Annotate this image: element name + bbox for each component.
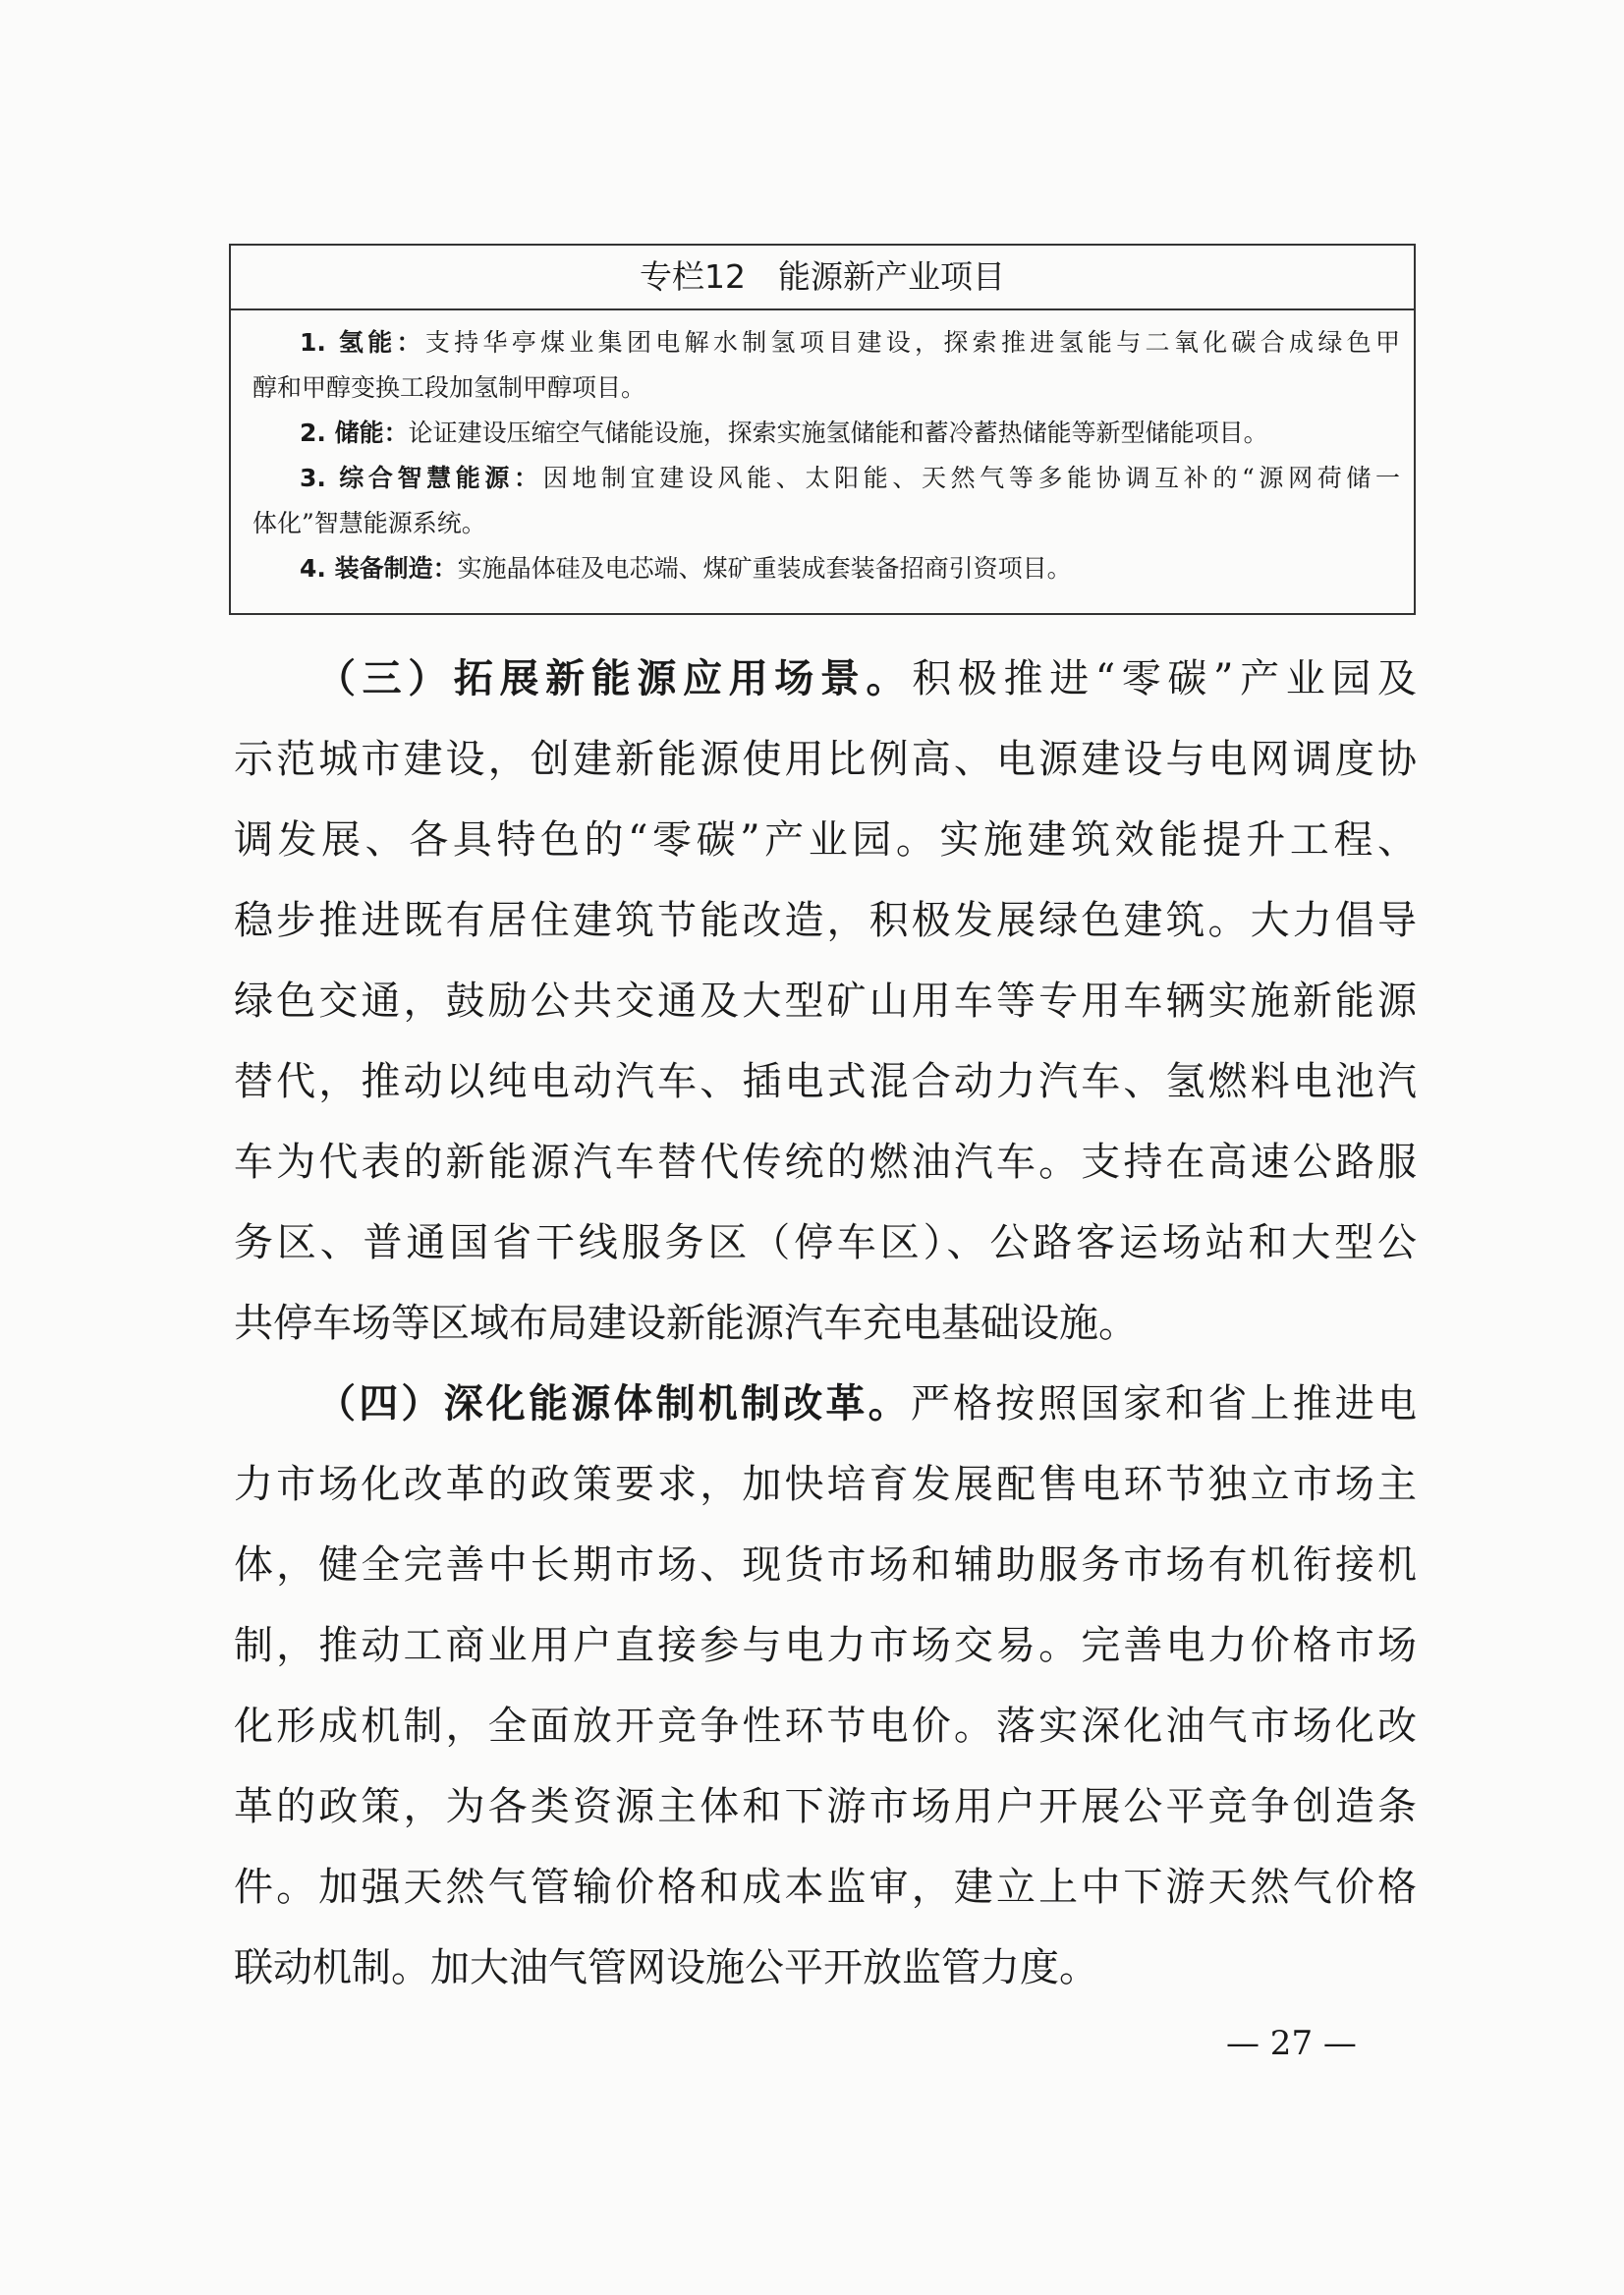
box-item (252, 411, 1400, 456)
special-column-box (229, 244, 1416, 615)
text-line: 件。加强天然气管输价格和成本监审，建立上中下游天然气价格 (234, 1865, 1417, 1910)
text-line: 车为代表的新能源汽车替代传统的燃油汽车。支持在高速公路服 (234, 1140, 1417, 1185)
item-label: 3. 综合智慧能源： (300, 464, 543, 492)
text-line: 调发展、各具特色的“零碳”产业园。实施建筑效能提升工程、 (234, 817, 1417, 863)
text-line: 制，推动工商业用户直接参与电力市场交易。完善电力价格市场 (234, 1623, 1417, 1668)
line-text: 积极推进“零碳”产业园及 (912, 656, 1418, 701)
box-body (231, 310, 1414, 591)
line-text: 严格按照国家和省上推进电 (910, 1381, 1418, 1427)
box-item (252, 546, 1400, 591)
item-text: 支持华亭煤业集团电解水制氢项目建设，探索推进氢能与二氧化碳合成绿色甲 (424, 328, 1400, 357)
text-line: 务区、普通国省干线服务区（停车区）、公路客运场站和大型公 (234, 1220, 1417, 1265)
item-text: 因地制宜建设风能、太阳能、天然气等多能协调互补的“源网荷储一 (542, 464, 1400, 492)
box-item-cont: 体化”智慧能源系统。 (252, 509, 486, 537)
text-line: 替代，推动以纯电动汽车、插电式混合动力汽车、氢燃料电池汽 (234, 1059, 1417, 1104)
box-item (252, 456, 1400, 501)
text-line: 体，健全完善中长期市场、现货市场和辅助服务市场有机衔接机 (234, 1542, 1417, 1588)
text-line: 革的政策，为各类资源主体和下游市场用户开展公平竞争创造条 (234, 1784, 1417, 1829)
text-line (234, 639, 1417, 719)
text-line: 稳步推进既有居住建筑节能改造，积极发展绿色建筑。大力倡导 (234, 898, 1417, 943)
paragraph-4 (234, 1364, 1417, 2008)
box-title: 专栏12 能源新产业项目 (231, 246, 1414, 310)
item-text: 实施晶体硅及电芯端、煤矿重装成套装备招商引资项目。 (457, 554, 1072, 583)
item-label: 4. 装备制造： (300, 554, 458, 583)
text-line: 联动机制。加大油气管网设施公平开放监管力度。 (234, 1945, 1098, 1990)
text-line (234, 1364, 1417, 1444)
text-line: 绿色交通，鼓励公共交通及大型矿山用车等专用车辆实施新能源 (234, 979, 1417, 1024)
item-label: 2. 储能： (300, 419, 409, 447)
text-line: 化形成机制，全面放开竞争性环节电价。落实深化油气市场化改 (234, 1704, 1417, 1749)
text-line: 共停车场等区域布局建设新能源汽车充电基础设施。 (234, 1301, 1138, 1346)
item-text: 论证建设压缩空气储能设施，探索实施氢储能和蓄冷蓄热储能等新型储能项目。 (408, 419, 1268, 447)
section-heading: （三）拓展新能源应用场景。 (316, 656, 913, 701)
section-heading: （四）深化能源体制机制改革。 (316, 1381, 911, 1427)
item-label: 1. 氢能： (300, 328, 425, 357)
text-line: 示范城市建设，创建新能源使用比例高、电源建设与电网调度协 (234, 737, 1417, 782)
box-item-cont: 醇和甲醇变换工段加氢制甲醇项目。 (252, 373, 646, 402)
paragraph-3 (234, 639, 1417, 1364)
text-line: 力市场化改革的政策要求，加快培育发展配售电环节独立市场主 (234, 1462, 1417, 1507)
box-item (252, 320, 1400, 365)
page-number: — 27 — (1226, 2024, 1357, 2063)
